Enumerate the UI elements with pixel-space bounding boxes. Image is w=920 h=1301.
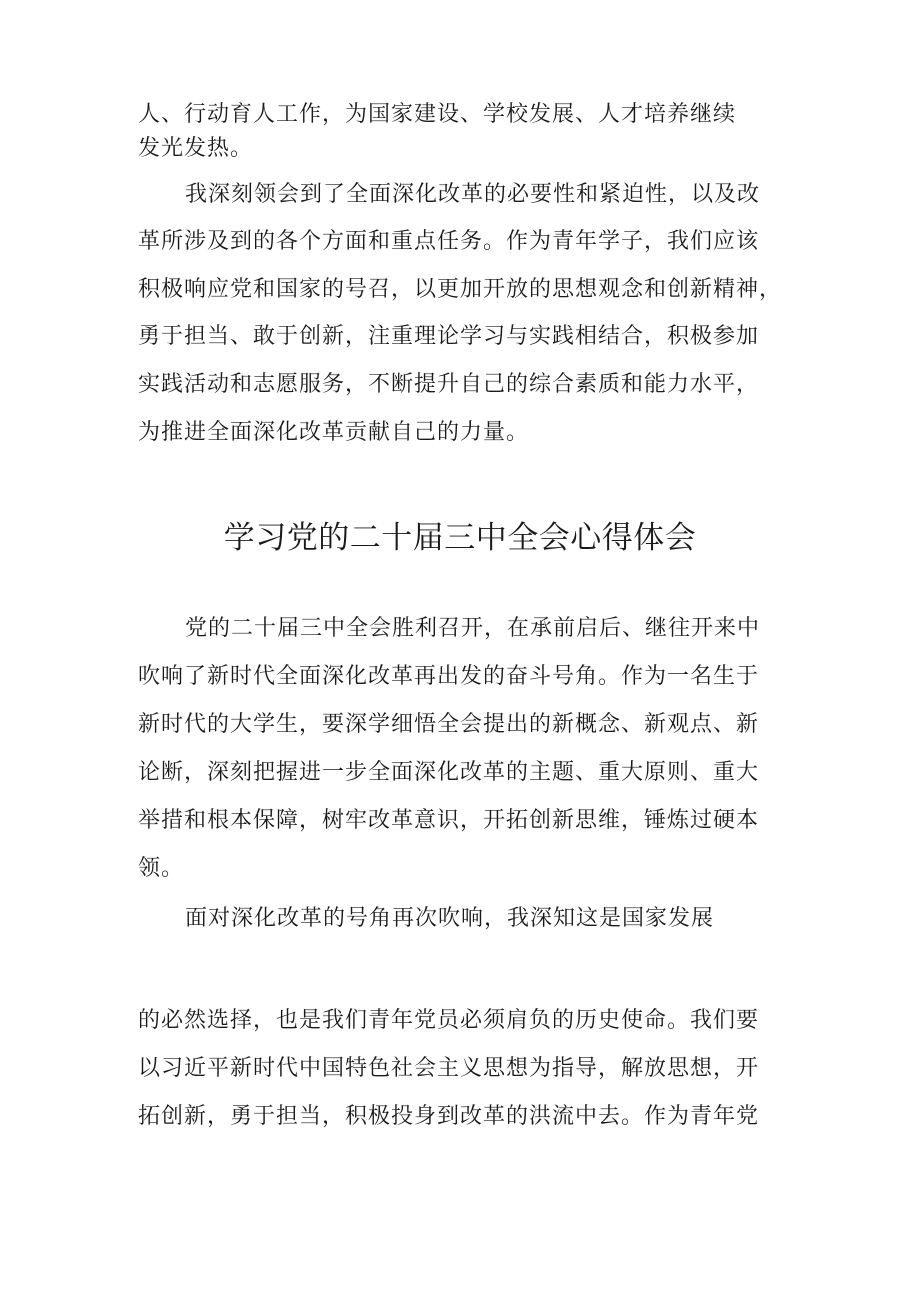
paragraph-line: 举措和根本保障，树牢改革意识，开拓创新思维，锤炼过硬本 xyxy=(138,808,760,833)
paragraph-line: 革所涉及到的各个方面和重点任务。作为青年学子，我们应该 xyxy=(138,229,760,254)
paragraph-line: 论断，深刻把握进一步全面深化改革的主题、重大原则、重大 xyxy=(138,760,760,785)
paragraph-line: 以习近平新时代中国特色社会主义思想为指导，解放思想，开 xyxy=(138,1056,760,1081)
paragraph-line: 拓创新，勇于担当，积极投身到改革的洪流中去。作为青年党 xyxy=(138,1104,760,1129)
paragraph-line: 为推进全面深化改革贡献自己的力量。 xyxy=(138,420,530,445)
paragraph-line: 的必然选择，也是我们青年党员必须肩负的历史使命。我们要 xyxy=(138,1008,760,1033)
paragraph-line: 面对深化改革的号角再次吹响，我深知这是国家发展 xyxy=(185,906,715,931)
paragraph-line: 实践活动和志愿服务，不断提升自己的综合素质和能力水平， xyxy=(138,372,760,397)
paragraph-line: 吹响了新时代全面深化改革再出发的奋斗号角。作为一名生于 xyxy=(138,664,760,689)
paragraph-line: 人、行动育人工作，为国家建设、学校发展、人才培养继续 xyxy=(138,102,737,127)
section-title: 学习党的二十届三中全会心得体会 xyxy=(223,520,697,556)
paragraph-line: 领。 xyxy=(138,856,185,881)
paragraph-line: 党的二十届三中全会胜利召开，在承前启后、继往开来中 xyxy=(185,616,761,641)
paragraph-line: 勇于担当、敢于创新，注重理论学习与实践相结合，积极参加 xyxy=(138,324,760,349)
paragraph-line: 新时代的大学生，要深学细悟全会提出的新概念、新观点、新 xyxy=(138,712,760,737)
paragraph-line: 发光发热。 xyxy=(138,136,254,161)
paragraph-line: 积极响应党和国家的号召，以更加开放的思想观念和创新精神， xyxy=(138,277,783,302)
paragraph-line: 我深刻领会到了全面深化改革的必要性和紧迫性，以及改 xyxy=(185,182,761,207)
